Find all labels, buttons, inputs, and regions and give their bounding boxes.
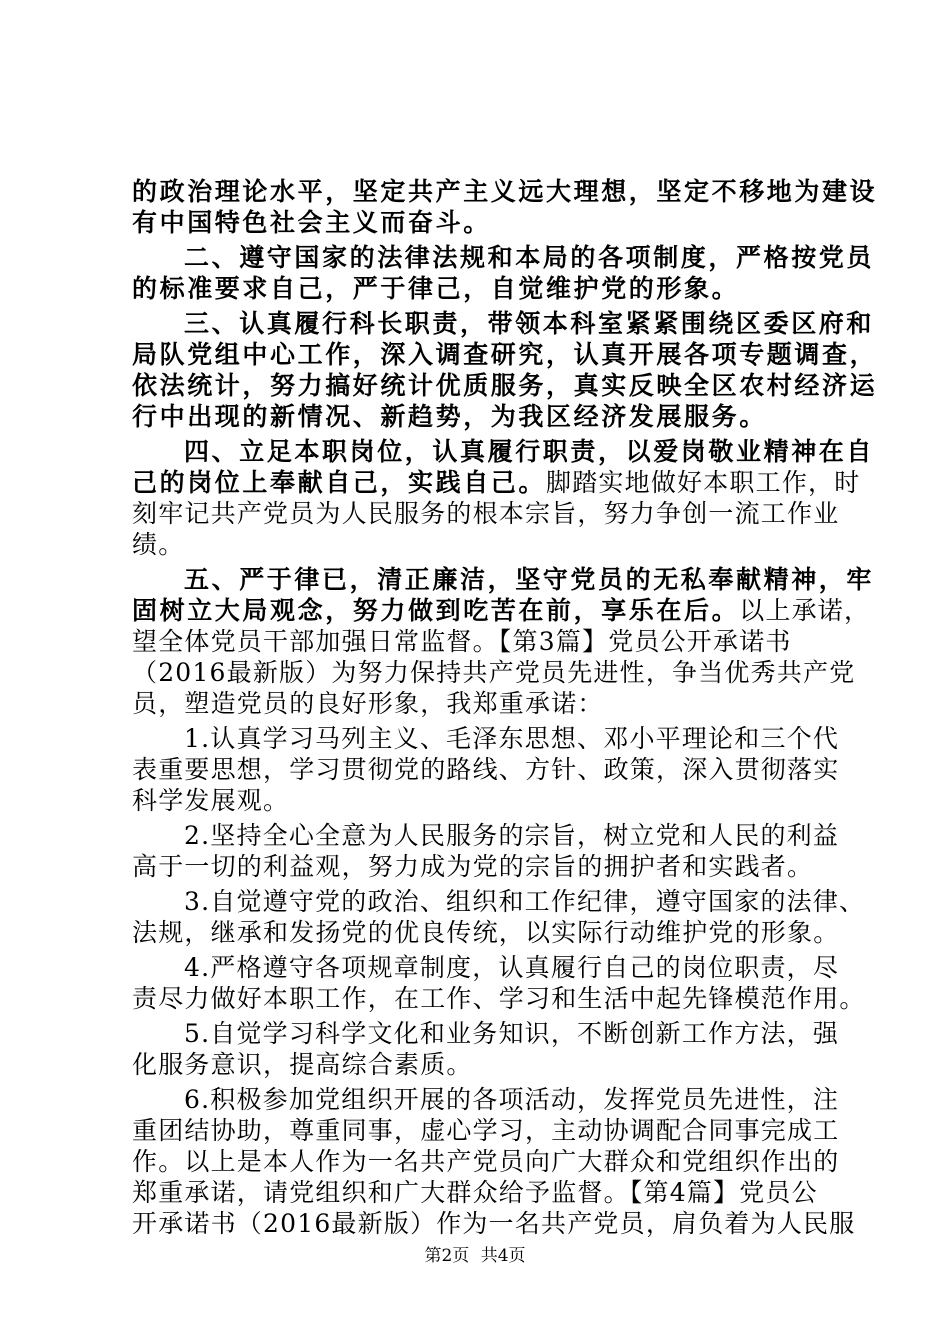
text-line: 绩。	[132, 530, 185, 559]
text-line: 四、立足本职岗位，认真履行职责，以爱岗敬业精神在自	[184, 437, 875, 466]
text-line-mixed	[132, 595, 871, 626]
text-segment: 固树立大局观念，努力做到吃苦在前，享乐在后。	[132, 596, 740, 625]
text-line: 开承诺书（2016最新版）作为一名共产党员，肩负着为人民服	[132, 1209, 856, 1238]
text-line: 5.自觉学习科学文化和业务知识，不断创新工作方法，强	[184, 1019, 840, 1048]
text-line: 望全体党员干部加强日常监督。【第3篇】党员公开承诺书	[132, 627, 792, 656]
text-line: 的标准要求自己，严于律己，自觉维护党的形象。	[132, 274, 740, 303]
text-line: 3.自觉遵守党的政治、组织和工作纪律，遵守国家的法律、	[184, 887, 866, 916]
text-line: 高于一切的利益观，努力成为党的宗旨的拥护者和实践者。	[132, 852, 814, 881]
text-line: 表重要思想，学习贯彻党的路线、方针、政策，深入贯彻落实	[132, 755, 840, 784]
text-line: 的政治理论水平，坚定共产主义远大理想，坚定不移地为建设	[132, 177, 878, 206]
text-line: 局队党组中心工作，深入调查研究，认真开展各项专题调查，	[132, 340, 878, 369]
text-line: （2016最新版）为努力保持共产党员先进性，争当优秀共产党	[132, 658, 856, 687]
text-line: 法规，继承和发扬党的优良传统，以实际行动维护党的形象。	[132, 918, 840, 947]
text-line: 二、遵守国家的法律法规和本局的各项制度，严格按党员	[184, 243, 875, 272]
text-line: 刻牢记共产党员为人民服务的根本宗旨，努力争创一流工作业	[132, 499, 840, 528]
text-line: 重团结协助，尊重同事，虚心学习，主动协调配合同事完成工	[132, 1116, 840, 1145]
text-line: 1.认真学习马列主义、毛泽东思想、邓小平理论和三个代	[184, 724, 840, 753]
text-line: 五、严于律已，清正廉洁，坚守党员的无私奉献精神，牢	[184, 565, 875, 594]
text-line: 作。以上是本人作为一名共产党员向广大群众和党组织作出的	[132, 1147, 840, 1176]
text-line: 4.严格遵守各项规章制度，认真履行自己的岗位职责，尽	[184, 953, 840, 982]
text-line: 科学发展观。	[132, 786, 290, 815]
text-line: 依法统计，努力搞好统计优质服务，真实反映全区农村经济运	[132, 371, 878, 400]
document-body	[132, 176, 878, 1239]
text-line: 三、认真履行科长职责，带领本科室紧紧围绕区委区府和	[184, 309, 875, 338]
text-line: 员，塑造党员的良好形象，我郑重承诺：	[132, 689, 604, 718]
text-segment: 以上承诺，	[739, 596, 871, 625]
text-line: 2.坚持全心全意为人民服务的宗旨，树立党和人民的利益	[184, 821, 840, 850]
text-line: 责尽力做好本职工作，在工作、学习和生活中起先锋模范作用。	[132, 984, 866, 1013]
page-footer: 第2页 共4页	[424, 1246, 526, 1266]
text-line: 有中国特色社会主义而奋斗。	[132, 208, 491, 237]
text-segment: 己的岗位上奉献自己，实践自己。	[132, 468, 547, 497]
text-line: 6.积极参加党组织开展的各项活动，发挥党员先进性，注	[184, 1085, 840, 1114]
text-line-mixed	[132, 467, 861, 498]
text-line: 行中出现的新情况、新趋势，为我区经济发展服务。	[132, 402, 767, 431]
text-segment: 脚踏实地做好本职工作，时	[546, 468, 861, 497]
text-line: 化服务意识，提高综合素质。	[132, 1050, 473, 1079]
text-line: 郑重承诺，请党组织和广大群众给予监督。【第4篇】党员公	[132, 1178, 818, 1207]
